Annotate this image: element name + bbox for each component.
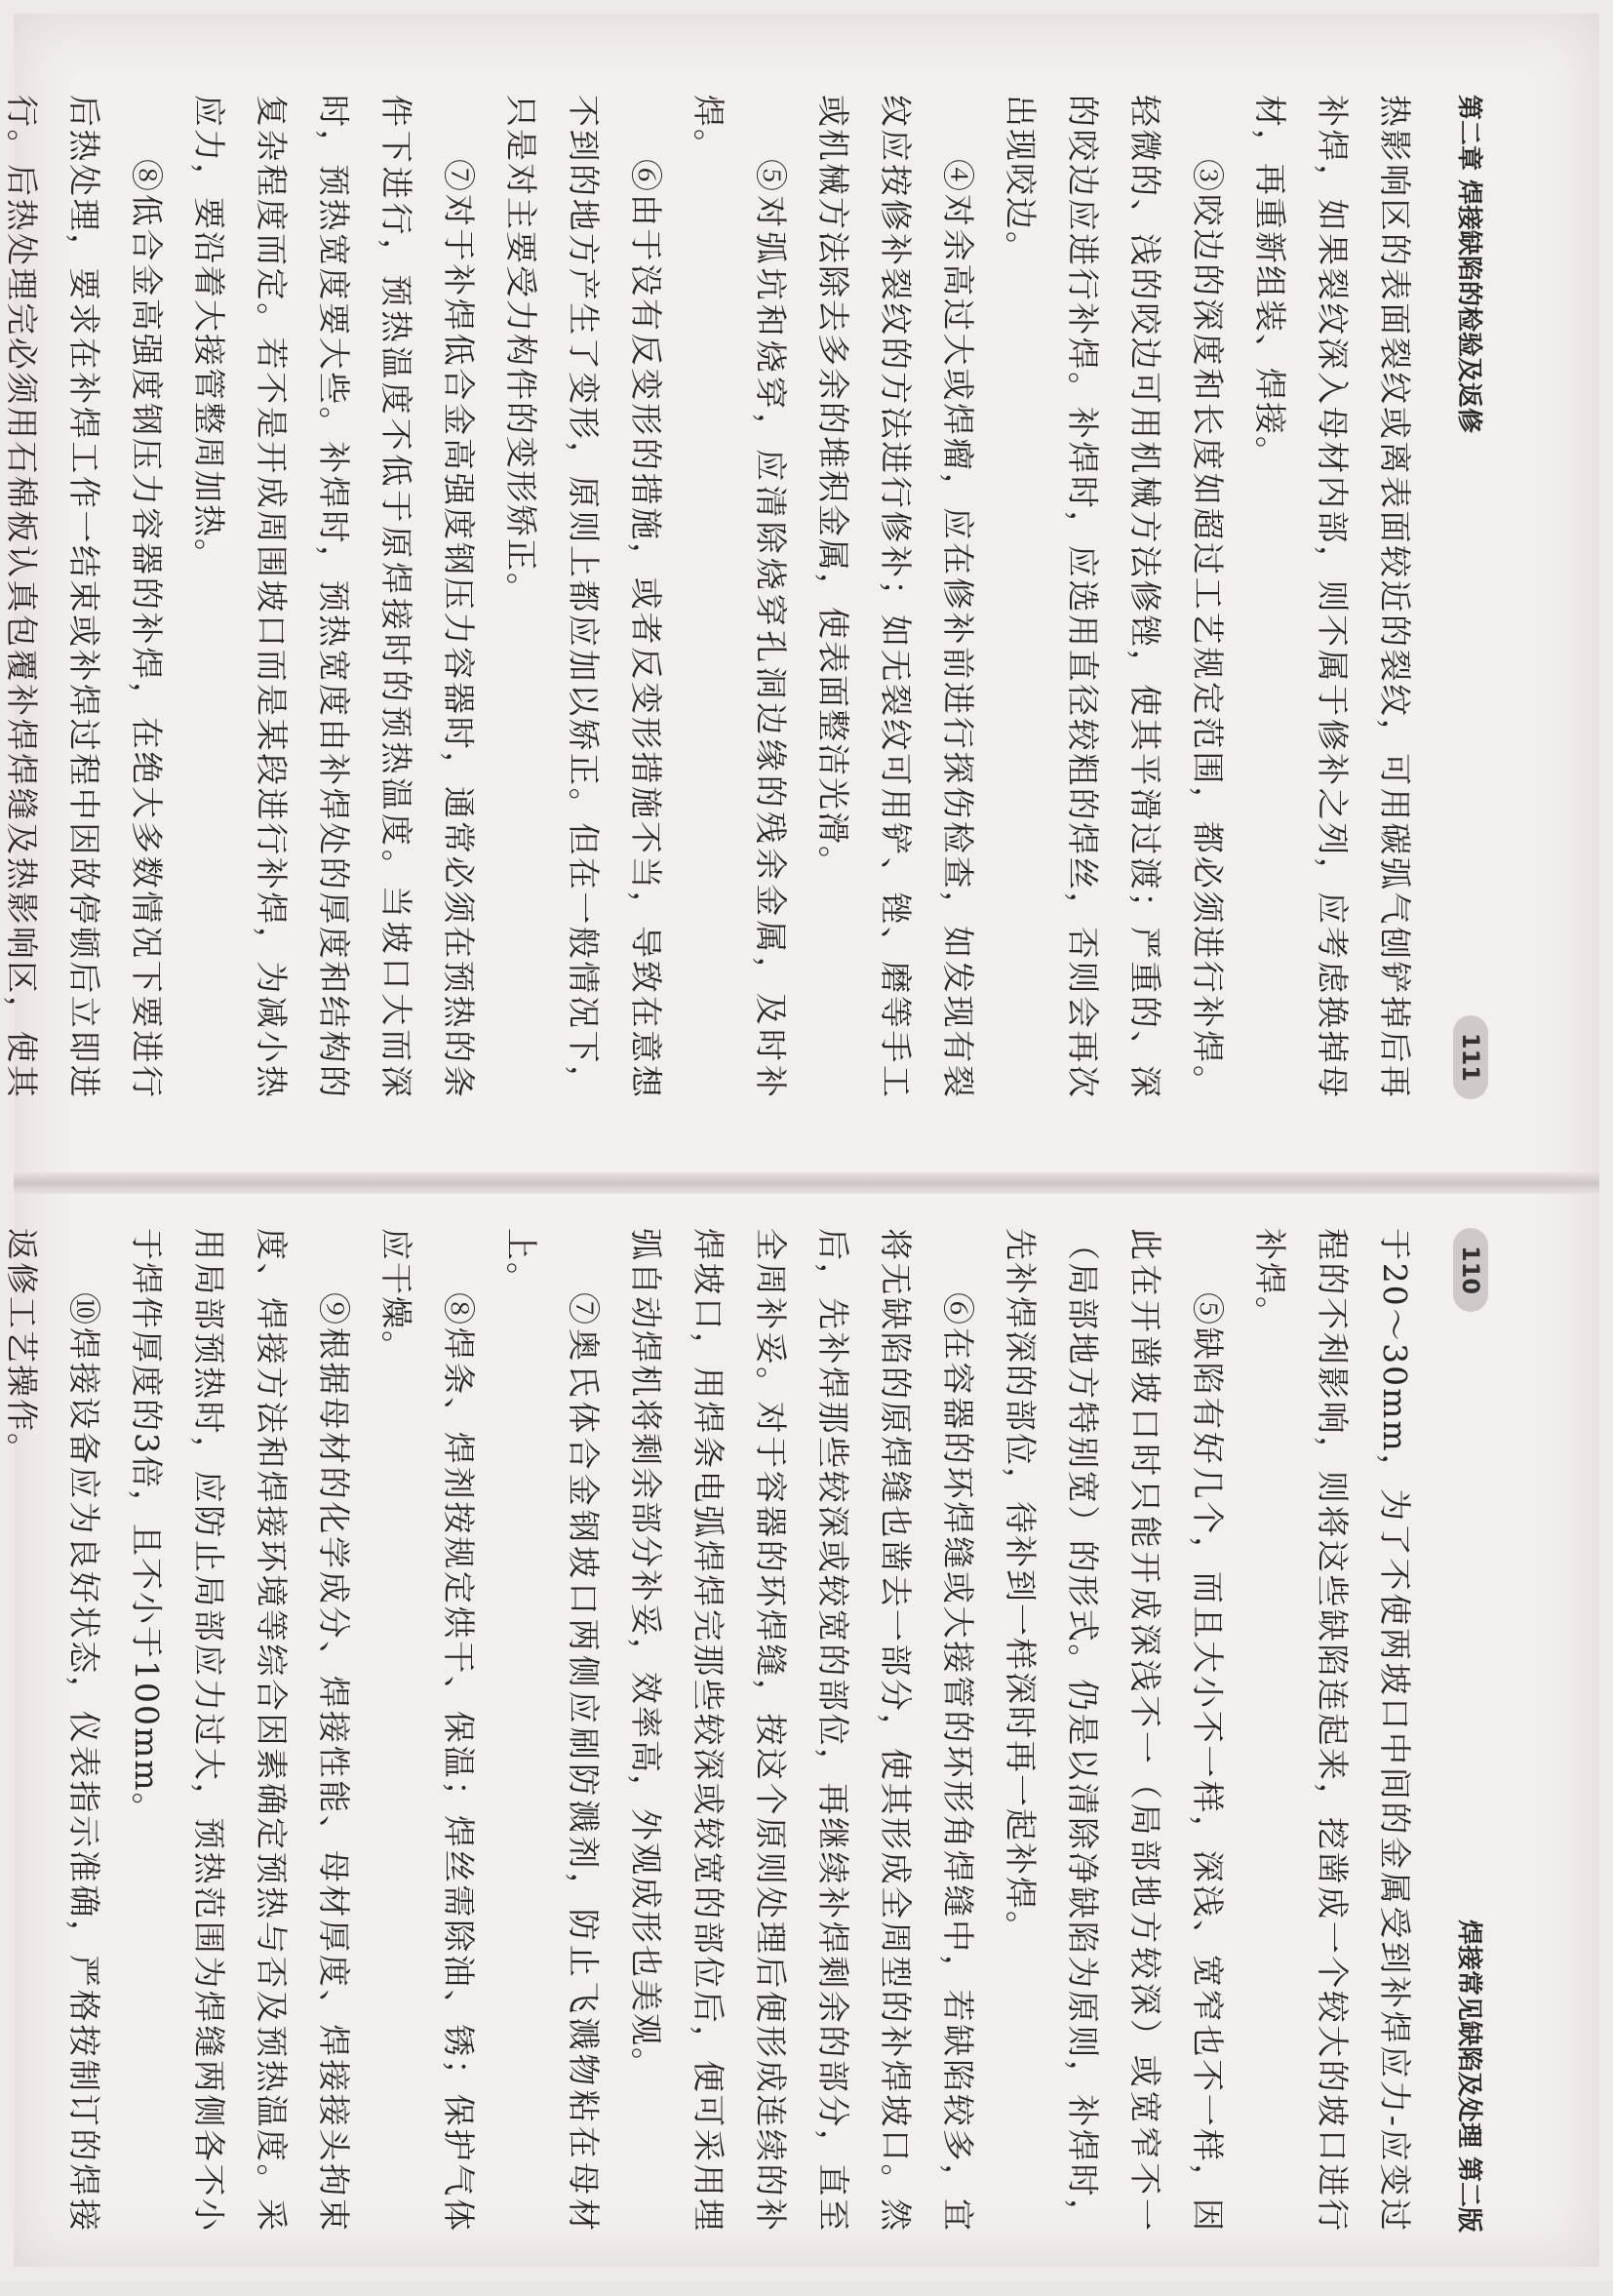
running-head-title: 第二章 焊接缺陷的检验及返修 bbox=[1454, 95, 1483, 434]
page-number: 111 bbox=[1454, 1015, 1489, 1099]
running-header bbox=[1453, 1228, 1489, 2233]
paragraph: 热影响区的表面裂纹或离表面较近的裂纹，可用碳弧气刨铲掉后再补焊，如果裂纹深入母材内部，则不属于修补之列，应考虑换掉母材，再重新组装、焊接。 bbox=[1251, 95, 1414, 1099]
paragraph: ⑤对弧坑和烧穿，应清除烧穿孔洞边缘的残余金属，及时补焊。 bbox=[689, 95, 790, 1099]
page-110-rotated bbox=[3, 1189, 1557, 2272]
paragraph: ⑥在容器的环焊缝或大接管的环形角焊缝中，若缺陷较多，宜将无缺陷的原焊缝也凿去一部分，使其形成全周型的补焊坡口。然后，先补焊那些较深或较宽的部位，再继续补焊剩余的部分，直至全周补妥。对于容器的环焊缝，按这个原则处理后便形成连续的补焊坡口，用焊条电弧焊焊完那些较深或较宽的部位后，便可采用埋弧自动焊机将剩余部分补妥，效率高，外观成形也美观。 bbox=[627, 1228, 977, 2233]
running-head-title: 焊接常见缺陷及处理 第二版 bbox=[1454, 1919, 1483, 2233]
page-number: 110 bbox=[1454, 1228, 1489, 1312]
paragraph: ⑧焊条、焊剂按规定烘干、保温；焊丝需除油、锈；保护气体应干燥。 bbox=[377, 1228, 478, 2233]
paragraph: 于20～30mm，为了不使两坡口中间的金属受到补焊应力-应变过程的不利影响，则将这些缺陷连起来，挖凿成一个较大的坡口进行补焊。 bbox=[1251, 1228, 1414, 2233]
paragraph: ④对余高过大或焊瘤，应在修补前进行探伤检查，如发现有裂纹应按修补裂纹的方法进行修补；如无裂纹可用铲、锉、磨等手工或机械方法除去多余的堆积金属，使表面整洁光滑。 bbox=[814, 95, 977, 1099]
paragraph: ⑨根据母材的化学成分、焊接性能、母材厚度、焊接接头拘束度、焊接方法和焊接环境等综合因素确定预热与否及预热温度。采用局部预热时，应防止局部应力过大，预热范围为焊缝两侧各不小于焊件厚度的3倍，且不小于100mm。 bbox=[128, 1228, 353, 2233]
running-header bbox=[1453, 95, 1489, 1099]
page-110-region bbox=[3, 1165, 1599, 2296]
paragraph: ⑥由于没有反变形的措施，或者反变形措施不当，导致在意想不到的地方产生了变形，原则上都应加以矫正。但在一般情况下，只是对主要受力构件的变形矫正。 bbox=[502, 95, 665, 1099]
page-111 bbox=[3, 56, 1557, 1138]
paragraph: ⑧低合金高强度钢压力容器的补焊，在绝大多数情况下要进行后热处理，要求在补焊工作一结束或补焊过程中因故停顿后立即进行。后热处理完必须用石棉板认真包覆补焊焊缝及热影响区，使其 bbox=[3, 95, 166, 1099]
page-111-rotated bbox=[3, 56, 1557, 1138]
paragraph: ⑩焊接设备应为良好状态，仪表指示准确，严格按制订的焊接返修工艺操作。 bbox=[3, 1228, 103, 2233]
paragraph: ③咬边的深度和长度如超过工艺规定范围，都必须进行补焊。轻微的、浅的咬边可用机械方法修锉，使其平滑过渡；严重的、深的咬边应进行补焊。补焊时，应选用直径较粗的焊丝，否则会再次出现咬边。 bbox=[1002, 95, 1227, 1099]
paragraph: ⑦对于补焊低合金高强度钢压力容器时，通常必须在预热的条件下进行，预热温度不低于原焊接时的预热温度。当坡口大而深时，预热宽度要大些。补焊时，预热宽度由补焊处的厚度和结构的复杂程度而定。若不是开成周围坡口而是某段进行补焊，为减小热应力，要沿着大接管整周加热。 bbox=[190, 95, 478, 1099]
paragraph: ⑦奥氏体合金钢坡口两侧应刷防溅剂，防止飞溅物粘在母材上。 bbox=[502, 1228, 603, 2233]
book-spread bbox=[3, 14, 1599, 2267]
paragraph: ⑤缺陷有好几个，而且大小不一样，深浅、宽窄也不一样，因此在开凿坡口时只能开成深浅不一（局部地方较深）或宽窄不一（局部地方特别宽）的形式。仍是以清除净缺陷为原则，补焊时，先补焊深的部位，待补到一样深时再一起补焊。 bbox=[1002, 1228, 1227, 2233]
page-111-region bbox=[3, 31, 1599, 1163]
page-110 bbox=[3, 1189, 1557, 2272]
